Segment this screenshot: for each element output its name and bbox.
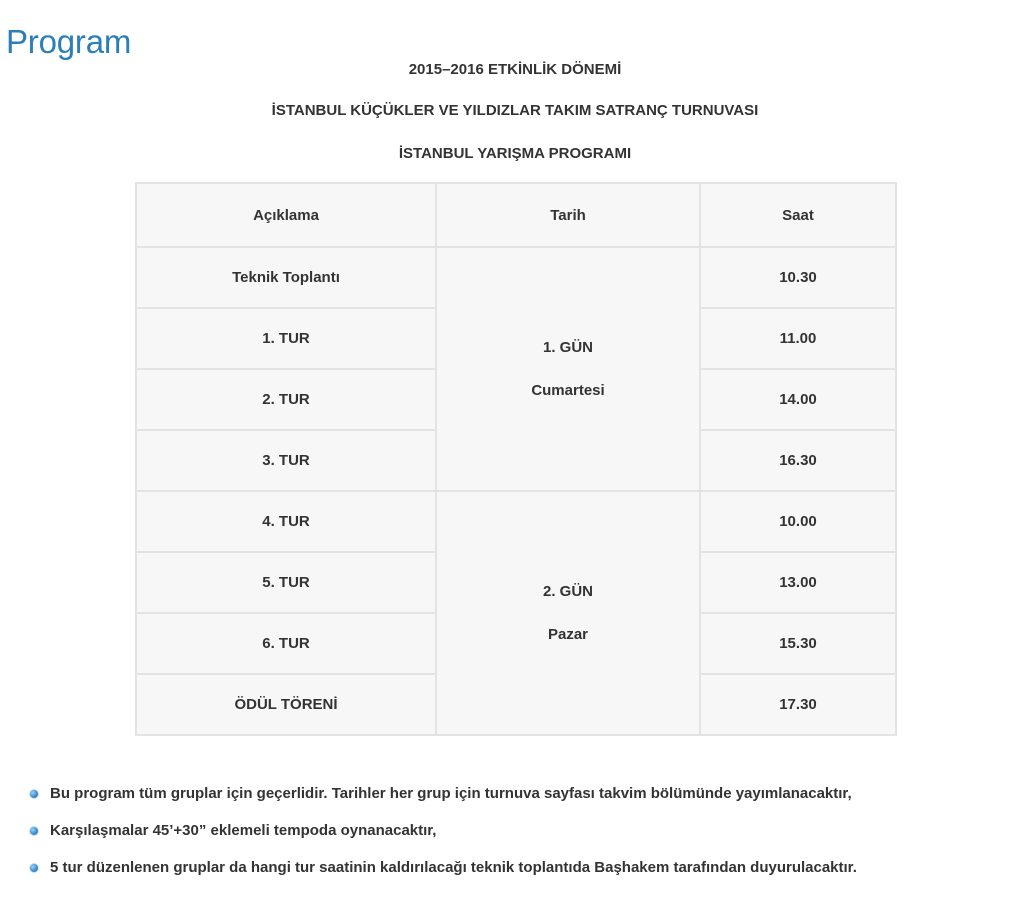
- row-time: 17.30: [700, 674, 896, 735]
- day-label: 2. GÜN: [542, 582, 593, 600]
- list-item: [30, 858, 857, 878]
- tournament-heading: İSTANBUL KÜÇÜKLER VE YILDIZLAR TAKIM SATRANÇ TURNUVASI: [271, 102, 759, 119]
- row-description: 3. TUR: [136, 430, 436, 491]
- row-description: ÖDÜL TÖRENİ: [136, 674, 436, 735]
- day-cell-1: [436, 247, 700, 491]
- table-row: [136, 491, 896, 552]
- day-weekday: Cumartesi: [531, 381, 605, 399]
- row-time: 10.30: [700, 247, 896, 308]
- list-item: [30, 784, 857, 804]
- bullet-icon: [30, 864, 38, 872]
- row-description: 2. TUR: [136, 369, 436, 430]
- row-description: 6. TUR: [136, 613, 436, 674]
- row-description: Teknik Toplantı: [136, 247, 436, 308]
- notes-list: [30, 784, 857, 895]
- note-text: 5 tur düzenlenen gruplar da hangi tur saatinin kaldırılacağı teknik toplantıda Başhakem tarafından duyurulacaktır.: [50, 859, 857, 876]
- header-description: Açıklama: [136, 183, 436, 247]
- table-header-row: [136, 183, 896, 247]
- note-text: Bu program tüm gruplar için geçerlidir. Tarihler her grup için turnuva sayfası takvim bölümünde yayımlanacaktır,: [50, 785, 852, 802]
- day-label: 1. GÜN: [542, 338, 593, 356]
- row-time: 10.00: [700, 491, 896, 552]
- header-time: Saat: [700, 183, 896, 247]
- row-description: 4. TUR: [136, 491, 436, 552]
- list-item: [30, 821, 857, 841]
- row-time: 14.00: [700, 369, 896, 430]
- row-time: 13.00: [700, 552, 896, 613]
- bullet-icon: [30, 827, 38, 835]
- note-text: Karşılaşmalar 45’+30” eklemeli tempoda oynanacaktır,: [50, 822, 437, 839]
- program-heading: İSTANBUL YARIŞMA PROGRAMI: [398, 145, 632, 162]
- row-description: 1. TUR: [136, 308, 436, 369]
- row-time: 15.30: [700, 613, 896, 674]
- row-time: 16.30: [700, 430, 896, 491]
- table-row: [136, 247, 896, 308]
- day-weekday: Pazar: [547, 625, 589, 643]
- row-description: 5. TUR: [136, 552, 436, 613]
- row-time: 11.00: [700, 308, 896, 369]
- schedule-table: [135, 182, 897, 736]
- header-date: Tarih: [436, 183, 700, 247]
- page-title: Program: [6, 23, 132, 61]
- season-heading: 2015–2016 ETKİNLİK DÖNEMİ: [408, 61, 622, 78]
- bullet-icon: [30, 790, 38, 798]
- day-cell-2: [436, 491, 700, 735]
